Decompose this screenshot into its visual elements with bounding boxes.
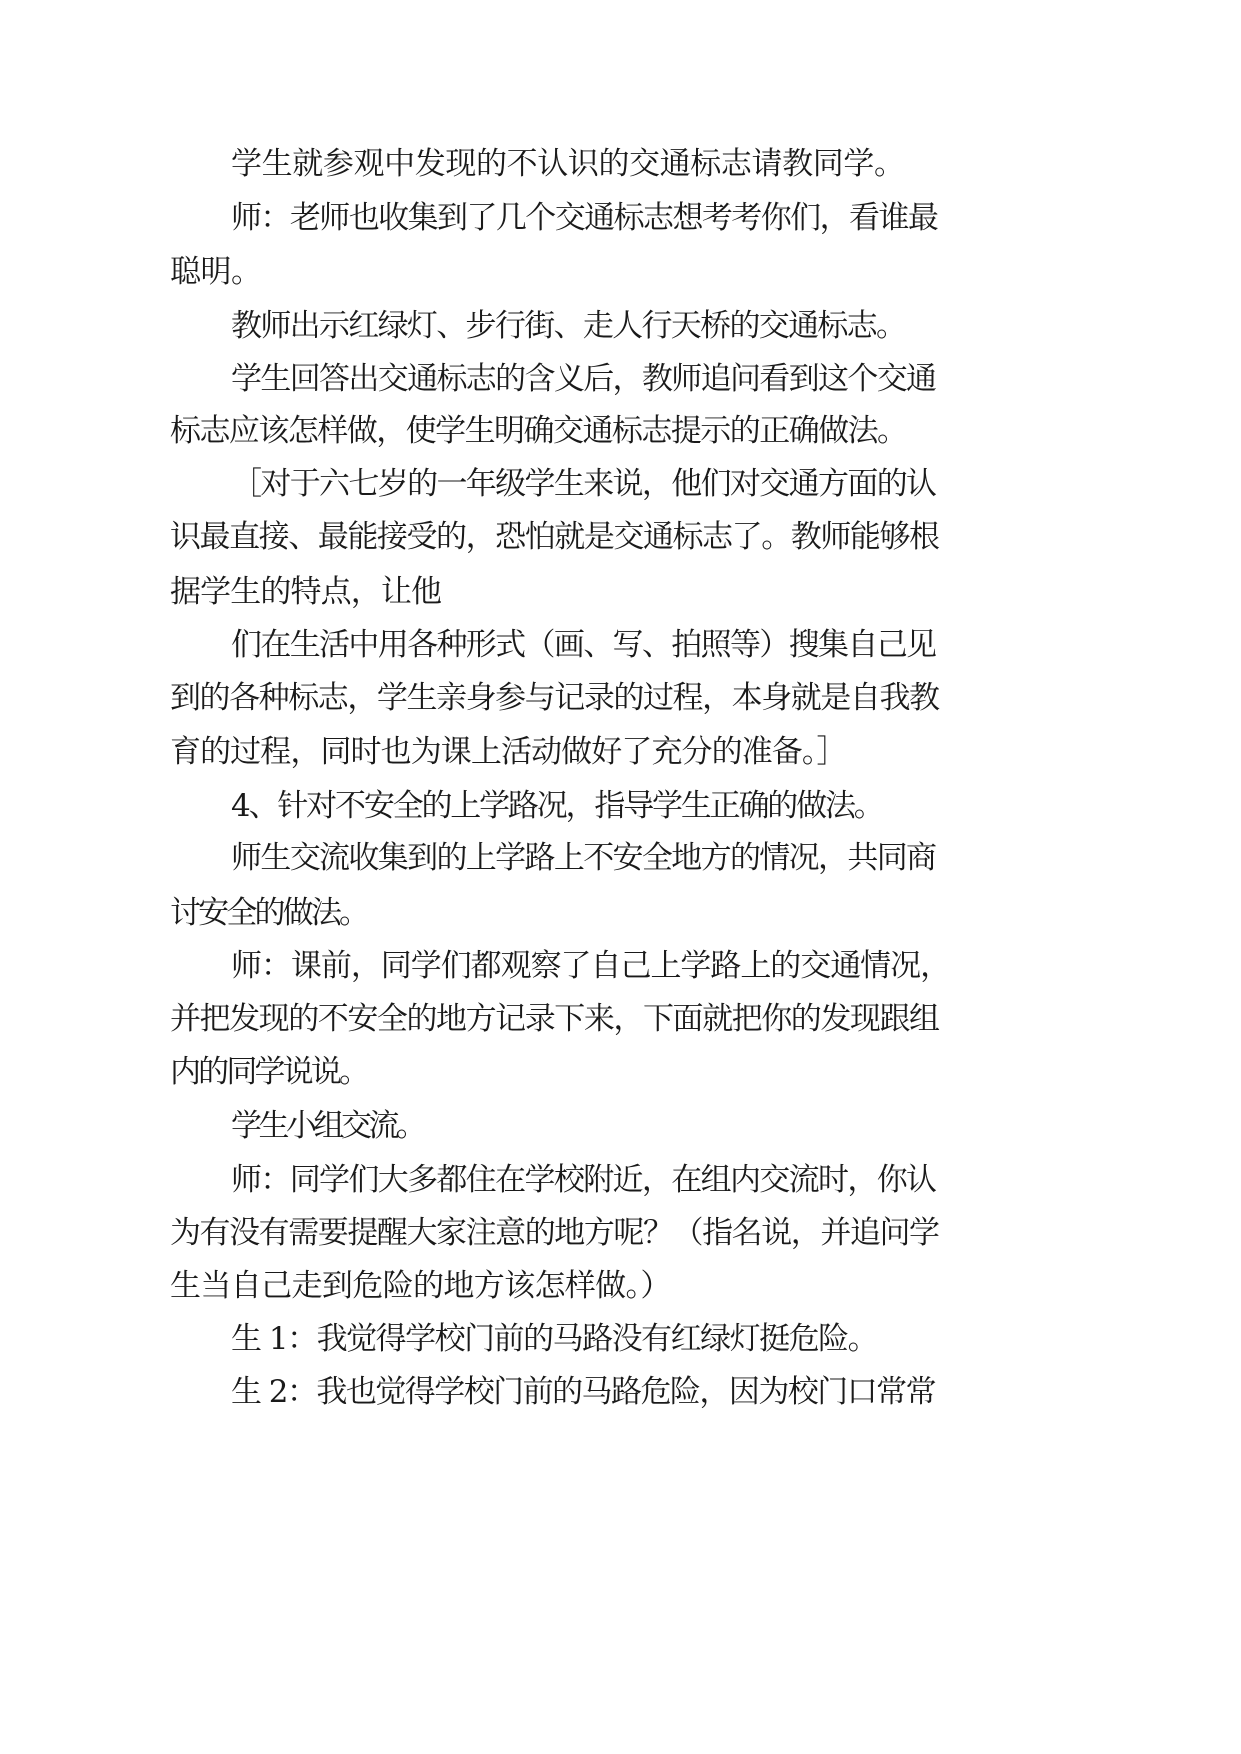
- text-line: 为有没有需要提醒大家注意的地方呢？（指名说，并追问学: [170, 1215, 939, 1251]
- text-line: 学生小组交流。: [231, 1108, 424, 1144]
- text-line: 师生交流收集到的上学路上不安全地方的情况，共同商: [231, 840, 936, 876]
- text-line: 讨安全的做法。: [170, 895, 368, 931]
- text-line: 生当自己走到危险的地方该怎样做。）: [170, 1268, 671, 1304]
- text-line: 教师出示红绿灯、步行街、走人行天桥的交通标志。: [231, 308, 906, 344]
- text-line: 生 2：我也觉得学校门前的马路危险，因为校门口常常: [231, 1374, 936, 1410]
- text-line: 内的同学说说。: [170, 1054, 368, 1090]
- text-line: 到的各种标志，学生亲身参与记录的过程，本身就是自我教: [170, 680, 939, 716]
- text-line: 聪明。: [170, 254, 262, 290]
- text-line: 4、针对不安全的上学路况，指导学生正确的做法。: [231, 788, 883, 824]
- text-line: 师：同学们大多都住在学校附近，在组内交流时，你认: [231, 1162, 936, 1198]
- text-line: 育的过程，同时也为课上活动做好了充分的准备。］: [170, 734, 847, 770]
- text-line: 据学生的特点，让他: [170, 574, 442, 610]
- text-line: 们在生活中用各种形式（画、写、拍照等）搜集自己见: [231, 627, 936, 663]
- text-line: 学生就参观中发现的不认识的交通标志请教同学。: [231, 146, 905, 182]
- text-line: 师：课前，同学们都观察了自己上学路上的交通情况，: [231, 948, 951, 984]
- text-line: 标志应该怎样做，使学生明确交通标志提示的正确做法。: [170, 413, 907, 449]
- text-line: 识最直接、最能接受的，恐怕就是交通标志了。教师能够根: [170, 519, 939, 555]
- text-line: 并把发现的不安全的地方记录下来，下面就把你的发现跟组: [170, 1001, 939, 1037]
- text-line: 生 1：我觉得学校门前的马路没有红绿灯挺危险。: [231, 1321, 878, 1357]
- text-line: 师：老师也收集到了几个交通标志想考考你们，看谁最: [231, 200, 938, 236]
- text-line: ［对于六七岁的一年级学生来说，他们对交通方面的认: [231, 466, 936, 502]
- text-line: 学生回答出交通标志的含义后，教师追问看到这个交通: [231, 361, 936, 397]
